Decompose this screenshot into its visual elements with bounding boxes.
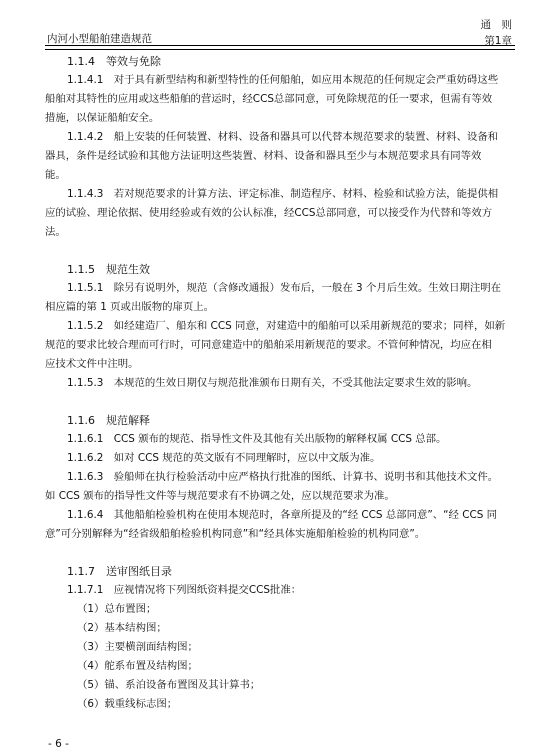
paragraph-line: 1.1.5.3 本规范的生效日期仅与规范批准颁布日期有关，不受其他法定要求生效的影响。: [67, 377, 478, 389]
section-heading: 1.1.7 送审图纸目录: [67, 565, 172, 578]
paragraph-line: 1.1.4.2 船上安装的任何装置、材料、设备和器具可以代替本规范要求的装置、材料、设备和: [67, 131, 499, 143]
paragraph-line: 相应篇的第 1 页或出版物的扉页上。: [45, 301, 215, 313]
section-gap: [45, 242, 517, 260]
list-item: （6）载重线标志图；: [77, 698, 178, 710]
section-gap: [45, 393, 517, 411]
list-item: （3）主要横剖面结构图；: [77, 641, 198, 653]
chapter-number: 第1章: [484, 35, 512, 47]
header-rule-thin: [45, 49, 515, 50]
list-item: （1）总布置图；: [77, 603, 157, 615]
header-rule: [45, 45, 515, 46]
list-item: （2）基本结构图；: [77, 622, 167, 634]
section-heading: 1.1.6 规范解释: [67, 414, 150, 427]
paragraph-line: 1.1.4.1 对于具有新型结构和新型特性的任何船舶，如应用本规范的任何规定会严重妨碍这些: [67, 74, 499, 86]
paragraph-line: 1.1.5.1 除另有说明外，规范（含修改通报）发布后，一般在 3 个月后生效。生效日期注明在: [67, 282, 502, 294]
running-header-title: 内河小型船舶建造规范: [47, 33, 152, 45]
paragraph-line: 1.1.4.3 若对规范要求的计算方法、评定标准、制造程序、材料、检验和试验方法，能提供相: [67, 188, 499, 200]
paragraph-line: 规范的要求比较合理而可行时，可同意建造中的船舶采用新规范的要求。不管何种情况，均应在相: [45, 339, 492, 351]
paragraph-line: 法。: [45, 226, 66, 238]
paragraph-line: 意”可分别解释为“经省级船舶检验机构同意”和“经具体实施船舶检验的机构同意”。: [45, 528, 426, 540]
section-heading: 1.1.5 规范生效: [67, 263, 150, 276]
paragraph-line: 1.1.6.4 其他船舶检验机构在使用本规范时，各章所提及的“经 CCS 总部同意”、“经 CCS 同: [67, 509, 498, 521]
section-heading: 1.1.4 等效与免除: [67, 55, 161, 68]
paragraph-line: 应技术文件中注明。: [45, 358, 139, 370]
list-item: （5）锚、系泊设备布置图及其计算书；: [77, 679, 261, 691]
paragraph-line: 船舶对其特性的应用或这些船舶的营运时，经CCS总部同意，可免除规范的任一要求，但需有等效: [45, 93, 493, 105]
list-item: （4）舵系布置及结构图；: [77, 660, 198, 672]
paragraph-line: 如 CCS 颁布的指导性文件等与规范要求有不协调之处，应以规范要求为准。: [45, 490, 395, 502]
page-number: - 6 -: [48, 738, 69, 750]
paragraph-line: 1.1.6.1 CCS 颁布的规范、指导性文件及其他有关出版物的解释权属 CCS 总部。: [67, 433, 447, 445]
paragraph-line: 应的试验、理论依据、使用经验或有效的公认标准，经CCS总部同意，可以接受作为代替和等效方: [45, 207, 493, 219]
section-gap: [45, 544, 517, 562]
paragraph-line: 1.1.6.2 如对 CCS 规范的英文版有不同理解时，应以中文版为准。: [67, 452, 381, 464]
body-text: [45, 52, 517, 714]
paragraph-line: 器具，条件是经试验和其他方法证明这些装置、材料、设备和器具至少与本规范要求具有同等效: [45, 150, 482, 162]
paragraph-line: 能。: [45, 169, 66, 181]
paragraph-line: 措施，以保证船舶安全。: [45, 112, 160, 124]
paragraph-line: 1.1.5.2 如经建造厂、船东和 CCS 同意，对建造中的船舶可以采用新规范的要求；同样，如新: [67, 320, 506, 332]
paragraph-line: 1.1.7.1 应视情况将下列图纸资料提交CCS批准：: [67, 584, 302, 596]
paragraph-line: 1.1.6.3 验船师在执行检验活动中应严格执行批准的图纸、计算书、说明书和其他技术文件。: [67, 471, 499, 483]
chapter-name: 通 则: [480, 19, 512, 31]
